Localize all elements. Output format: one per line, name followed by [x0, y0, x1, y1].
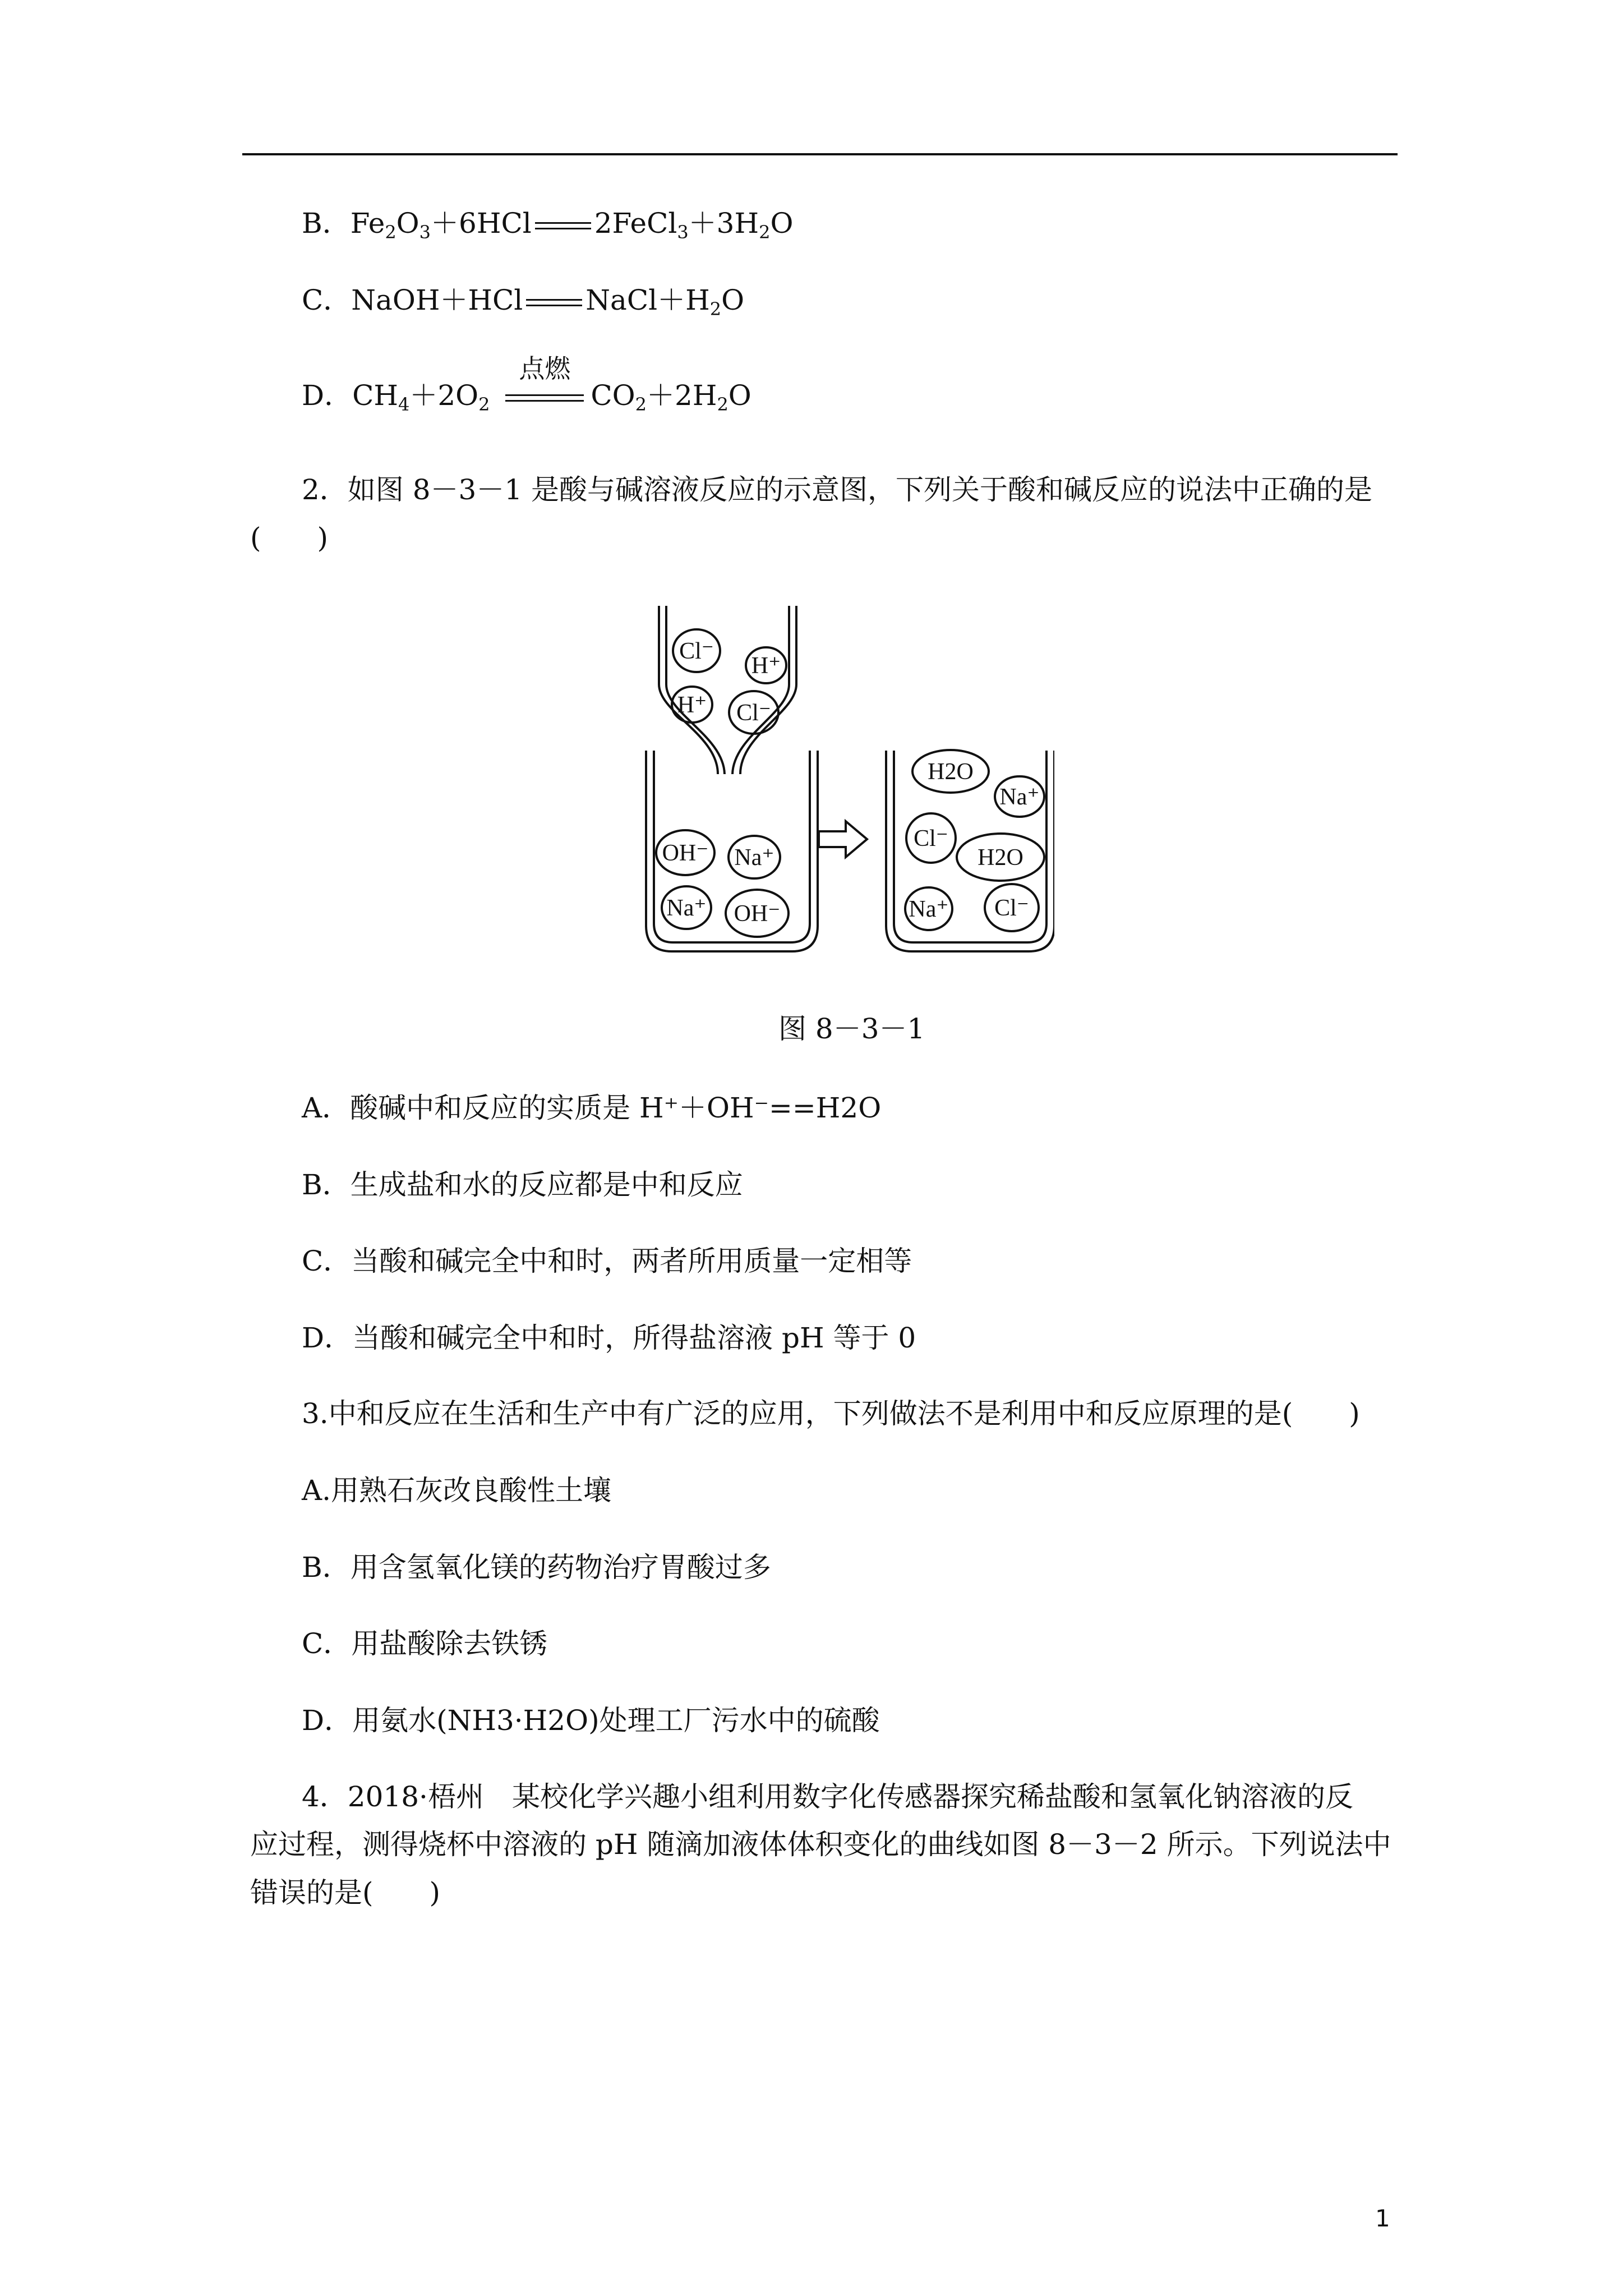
q1-option-d: D．$CH_4+2O_2$ 点燃 $CO_2+2H_2O$ [302, 353, 751, 415]
q4-stem: 4．2018·梧州 某校化学兴趣小组利用数字化传感器探究稀盐酸和氢氧化钠溶液的反 [302, 1780, 1353, 1813]
reaction-condition: 点燃 [505, 381, 584, 415]
equals-sign [526, 286, 582, 319]
ion-label: Cl⁻ [736, 700, 771, 726]
ion-label: Cl⁻ [994, 895, 1029, 921]
q4-stem-cont: 错误的是( ) [250, 1876, 441, 1909]
q3-option-b: B．用含氢氧化镁的药物治疗胃酸过多 [302, 1551, 771, 1584]
q2-option-b: B．生成盐和水的反应都是中和反应 [302, 1168, 743, 1201]
q2-option-c: C．当酸和碱完全中和时，两者所用质量一定相等 [302, 1245, 912, 1277]
q3-stem: 3.中和反应在生活和生产中有广泛的应用，下列做法不是利用中和反应原理的是( ) [302, 1397, 1360, 1430]
ion-label: Na⁺ [666, 895, 707, 921]
acid-base-reaction-figure [634, 606, 1054, 965]
q4-stem-cont: 应过程，测得烧杯中溶液的 pH 随滴加液体体积变化的曲线如图 8－3－2 所示。下列说法中 [250, 1828, 1391, 1861]
q2-stem-cont: ( ) [250, 522, 329, 554]
ion-label: Na⁺ [999, 784, 1040, 810]
molecule-label: H2O [978, 845, 1023, 871]
q2-stem: 2．如图 8－3－1 是酸与碱溶液反应的示意图，下列关于酸和碱反应的说法中正确的是 [302, 473, 1373, 506]
ion-label: Na⁺ [909, 896, 949, 922]
q1-option-b: B．$Fe_2O_3+6HCl$ $2FeCl_3+3H_2O$ [302, 207, 794, 243]
header-rule [242, 153, 1398, 155]
ion-label: OH⁻ [734, 901, 781, 927]
q3-option-a: A.用熟石灰改良酸性土壤 [302, 1474, 612, 1507]
page-number: 1 [1375, 2205, 1390, 2232]
ion-label: Na⁺ [734, 845, 774, 871]
q2-option-a: A．酸碱中和反应的实质是 H⁺＋OH⁻==H2O [302, 1092, 882, 1124]
molecule-label: H2O [928, 759, 974, 785]
q1-option-c: C．NaOH＋HCl $NaCl+H_2O$ [302, 284, 745, 320]
q2-option-d: D．当酸和碱完全中和时，所得盐溶液 pH 等于 0 [302, 1322, 916, 1354]
ion-label: Cl⁻ [679, 638, 714, 664]
q3-option-d: D．用氨水(NH3·H2O)处理工厂污水中的硫酸 [302, 1704, 880, 1737]
equals-sign [535, 209, 591, 242]
q3-option-c: C．用盐酸除去铁锈 [302, 1627, 548, 1660]
figure-caption: 图 8－3－1 [778, 1013, 925, 1045]
ion-label: H⁺ [751, 653, 781, 679]
ion-label: Cl⁻ [914, 826, 948, 852]
ion-label: OH⁻ [662, 840, 709, 866]
ion-label: H⁺ [677, 692, 707, 718]
